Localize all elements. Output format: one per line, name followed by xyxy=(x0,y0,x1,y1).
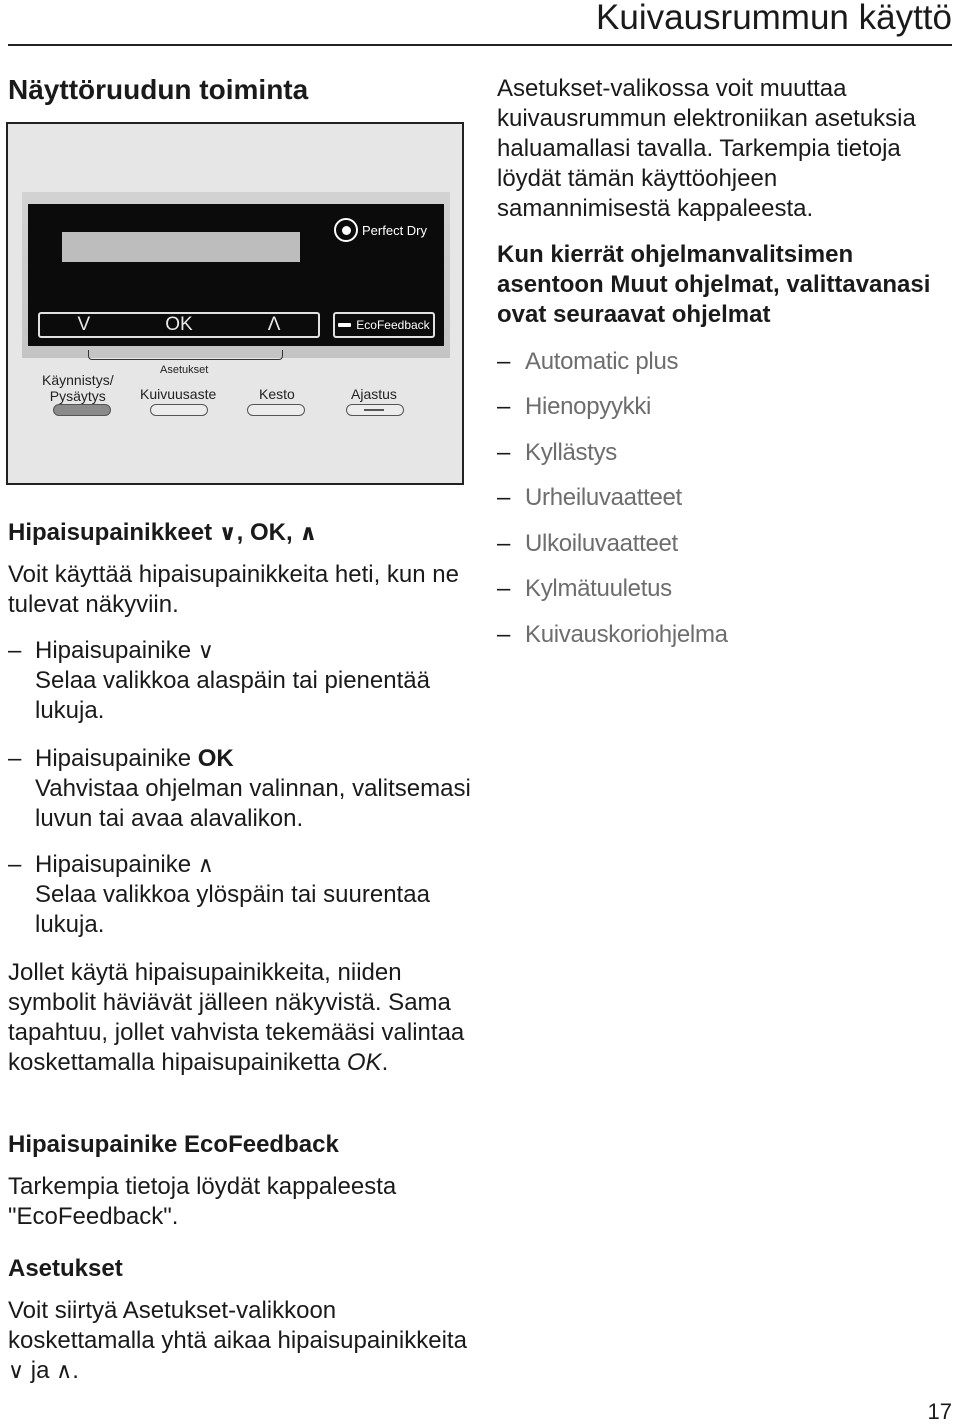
program-item xyxy=(497,437,617,469)
ecofeedback-dash-icon xyxy=(338,323,351,327)
perfect-dry-icon xyxy=(334,218,358,242)
program-item xyxy=(497,619,728,651)
kuivuusaste-label: Kuivuusaste xyxy=(140,386,217,402)
program-item xyxy=(497,482,682,514)
program-label: Ulkoiluvaatteet xyxy=(525,530,678,557)
up-symbol: ∧ xyxy=(56,1358,73,1383)
settings-and: ja xyxy=(30,1357,50,1384)
program-label: Kuivauskoriohjelma xyxy=(525,621,728,648)
asetukset-label: Asetukset xyxy=(160,364,209,376)
start-stop-label xyxy=(42,372,114,404)
item-title xyxy=(35,636,475,666)
item-desc: Selaa valikkoa ylöspäin tai suurentaa lukuja. xyxy=(35,881,430,938)
outro-text: Jollet käytä hipaisupainikkeita, niiden symbolit häviävät jälleen näkyvistä. Sama tapahtuu, jollet vahvista tekemääsi valintaa koskettamalla hipaisupainiketta xyxy=(8,959,465,1076)
settings-menu-intro: Asetukset-valikossa voit muuttaa kuivausrummun elektroniikan asetuksia haluamallasi tavalla. Tarkempia tietoja löydät tämän käyttöohjeen samannimisestä kappaleesta. xyxy=(497,75,916,222)
kuivuusaste-button[interactable] xyxy=(150,404,208,416)
dash: – xyxy=(8,745,22,772)
program-label: Kylmätuuletus xyxy=(525,575,672,602)
outro-ok: OK xyxy=(346,1049,382,1076)
dash: – xyxy=(8,851,22,878)
dash: – xyxy=(497,621,511,648)
touch-buttons-heading: Hipaisupainikkeet ∨, OK, ∧ xyxy=(8,519,318,546)
settings-heading: Asetukset xyxy=(8,1255,123,1282)
settings-text-body: Voit siirtyä Asetukset-valikkoon koskettamalla yhtä aikaa hipaisupainikkeita xyxy=(8,1297,467,1354)
dash: – xyxy=(497,439,511,466)
start-stop-button[interactable] xyxy=(53,404,111,416)
dash: – xyxy=(497,393,511,420)
ajastus-button[interactable] xyxy=(346,404,404,416)
other-programs-intro: Kun kierrät ohjelmanvalitsimen asentoon Muut ohjelmat, valittavanasi ovat seuraavat ohjelmat xyxy=(497,241,931,328)
ecofeedback-touch-button[interactable] xyxy=(333,312,435,338)
item-desc: Vahvistaa ohjelman valinnan, valitsemasi luvun tai avaa alavalikon. xyxy=(35,775,471,832)
kesto-label: Kesto xyxy=(259,386,295,402)
up-touch-button[interactable]: Λ xyxy=(267,314,281,335)
touch-button-bar xyxy=(38,312,320,338)
item-title-text: Hipaisupainike xyxy=(35,745,192,772)
dash: – xyxy=(8,637,22,664)
item-title-text: Hipaisupainike xyxy=(35,637,192,664)
up-symbol: ∧ xyxy=(299,520,318,545)
item-title xyxy=(35,744,475,774)
start-label-line1: Käynnistys/ xyxy=(42,372,114,388)
kesto-button[interactable] xyxy=(247,404,305,416)
down-symbol: ∨ xyxy=(197,638,214,663)
perfect-dry-indicator xyxy=(334,216,427,244)
ecofeedback-label: EcoFeedback xyxy=(356,318,430,332)
item-title-bold: OK xyxy=(197,745,234,772)
asetukset-bracket xyxy=(88,350,283,360)
touch-heading-text: Hipaisupainikkeet xyxy=(8,519,213,546)
ecofeedback-heading: Hipaisupainike EcoFeedback xyxy=(8,1131,339,1158)
ajastus-label: Ajastus xyxy=(351,386,397,402)
down-symbol: ∨ xyxy=(218,520,237,545)
dash: – xyxy=(497,530,511,557)
down-symbol: ∨ xyxy=(8,1358,25,1383)
item-desc: Selaa valikkoa alaspäin tai pienentää lukuja. xyxy=(35,667,430,724)
display-screen xyxy=(28,204,444,346)
start-label-line2: Pysäytys xyxy=(49,388,106,404)
touch-heading-ok: OK, xyxy=(249,519,293,546)
control-panel-illustration xyxy=(6,122,464,485)
perfect-dry-label: Perfect Dry xyxy=(362,222,428,238)
lcd-text-area xyxy=(62,232,300,262)
settings-text: Voit siirtyä Asetukset-valikkoon koskettamalla yhtä aikaa hipaisupainikkeita ∨ ja ∧. xyxy=(8,1297,467,1384)
dash: – xyxy=(497,575,511,602)
header-divider xyxy=(8,44,952,46)
touch-intro: Voit käyttää hipaisupainikkeita heti, kun ne tulevat näkyviin. xyxy=(8,561,459,618)
program-item xyxy=(497,528,678,560)
dash: – xyxy=(497,484,511,511)
program-item xyxy=(497,573,672,605)
dash: – xyxy=(497,348,511,375)
ajastus-button-indicator xyxy=(364,409,384,411)
ecofeedback-text: Tarkempia tietoja löydät kappaleesta "EcoFeedback". xyxy=(8,1173,397,1230)
program-label: Urheiluvaatteet xyxy=(525,484,682,511)
item-title-text: Hipaisupainike xyxy=(35,851,192,878)
down-touch-button[interactable]: V xyxy=(77,314,91,335)
program-item xyxy=(497,391,651,423)
touch-outro: Jollet käytä hipaisupainikkeita, niiden symbolit häviävät jälleen näkyvistä. Sama tapahtuu, jollet vahvista tekemääsi valintaa koskettamalla hipaisupainiketta OK. xyxy=(8,959,465,1076)
program-label: Kyllästys xyxy=(525,439,617,466)
ok-touch-button[interactable]: OK xyxy=(165,314,193,335)
section-title: Näyttöruudun toiminta xyxy=(8,74,309,105)
program-item xyxy=(497,346,678,378)
page-header-title: Kuivausrummun käyttö xyxy=(596,0,952,37)
program-label: Automatic plus xyxy=(525,348,679,375)
up-symbol: ∧ xyxy=(197,852,214,877)
page-number: 17 xyxy=(927,1399,952,1424)
item-title xyxy=(35,850,475,880)
program-label: Hienopyykki xyxy=(525,393,652,420)
